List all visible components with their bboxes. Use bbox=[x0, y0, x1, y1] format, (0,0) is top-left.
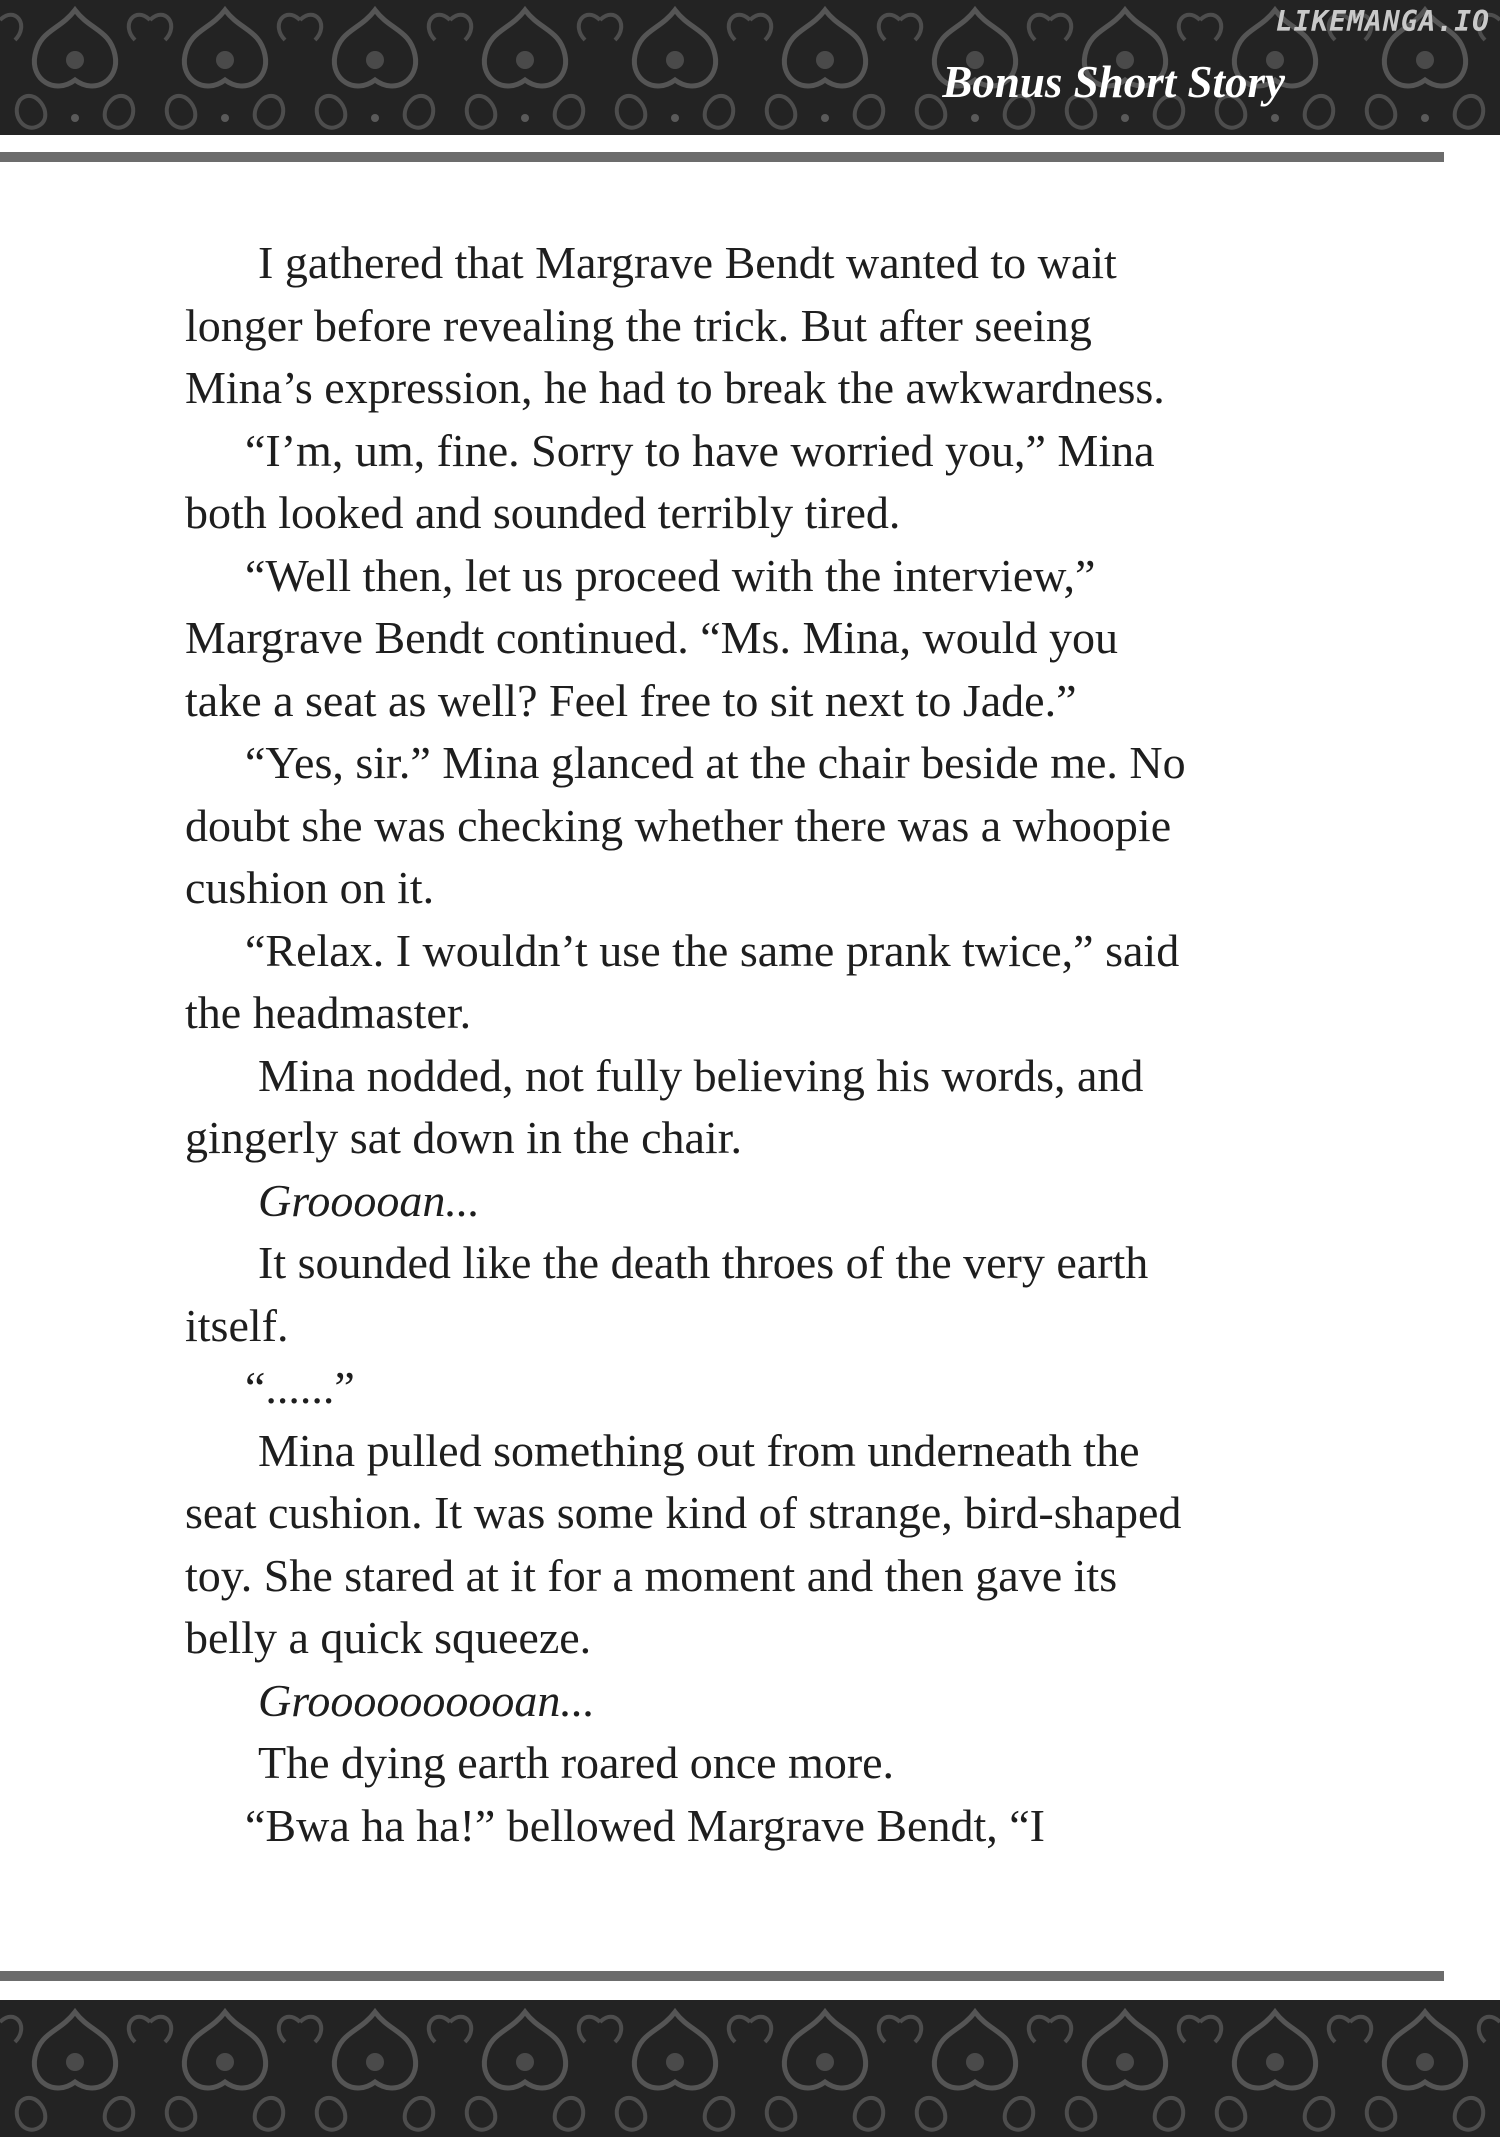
story-line: It sounded like the death throes of the very earth bbox=[258, 1237, 1149, 1288]
watermark-text: LIKEMANGA.IO bbox=[1275, 5, 1490, 38]
story-line: “Yes, sir.” Mina glanced at the chair beside me. No bbox=[245, 737, 1186, 788]
footer-banner bbox=[0, 2000, 1500, 2137]
story-line: Mina’s expression, he had to break the awkwardness. bbox=[185, 362, 1165, 413]
header-banner bbox=[0, 0, 1500, 135]
story-line: The dying earth roared once more. bbox=[258, 1737, 895, 1788]
story-line: Margrave Bendt continued. “Ms. Mina, would you bbox=[185, 612, 1119, 663]
story-line: longer before revealing the trick. But after seeing bbox=[185, 299, 1092, 351]
story-line: “......” bbox=[245, 1362, 355, 1413]
story-line: Groooooooooan... bbox=[258, 1674, 595, 1726]
story-line: itself. bbox=[185, 1299, 289, 1351]
story-line: seat cushion. It was some kind of strange, bird-shaped bbox=[185, 1487, 1182, 1538]
story-text bbox=[185, 232, 1395, 1857]
story-line: cushion on it. bbox=[185, 862, 435, 913]
damask-ornament bbox=[0, 2000, 1500, 2137]
story-line: the headmaster. bbox=[185, 987, 472, 1038]
story-line: both looked and sounded terribly tired. bbox=[185, 487, 901, 538]
story-line: Mina nodded, not fully believing his words, and bbox=[258, 1049, 1144, 1101]
story-line: “Relax. I wouldn’t use the same prank twice,” said bbox=[245, 924, 1180, 976]
story-line: doubt she was checking whether there was a whoopie bbox=[185, 799, 1172, 851]
section-title: Bonus Short Story bbox=[942, 57, 1285, 107]
story-line: “Bwa ha ha!” bellowed Margrave Bendt, “I bbox=[245, 1799, 1045, 1851]
header-divider bbox=[0, 152, 1444, 162]
story-line: toy. She stared at it for a moment and then gave its bbox=[185, 1549, 1118, 1601]
story-line: “Well then, let us proceed with the interview,” bbox=[245, 549, 1096, 601]
story-line: “I’m, um, fine. Sorry to have worried you,” Mina bbox=[245, 424, 1155, 476]
story-line: Mina pulled something out from underneath the bbox=[258, 1424, 1140, 1476]
footer-divider bbox=[0, 1971, 1444, 1981]
story-line: belly a quick squeeze. bbox=[185, 1612, 592, 1663]
story-line: I gathered that Margrave Bendt wanted to wait bbox=[258, 237, 1117, 288]
story-line: gingerly sat down in the chair. bbox=[185, 1112, 742, 1163]
story-line: Grooooan... bbox=[258, 1174, 480, 1226]
story-line: take a seat as well? Feel free to sit next to Jade.” bbox=[185, 674, 1077, 726]
